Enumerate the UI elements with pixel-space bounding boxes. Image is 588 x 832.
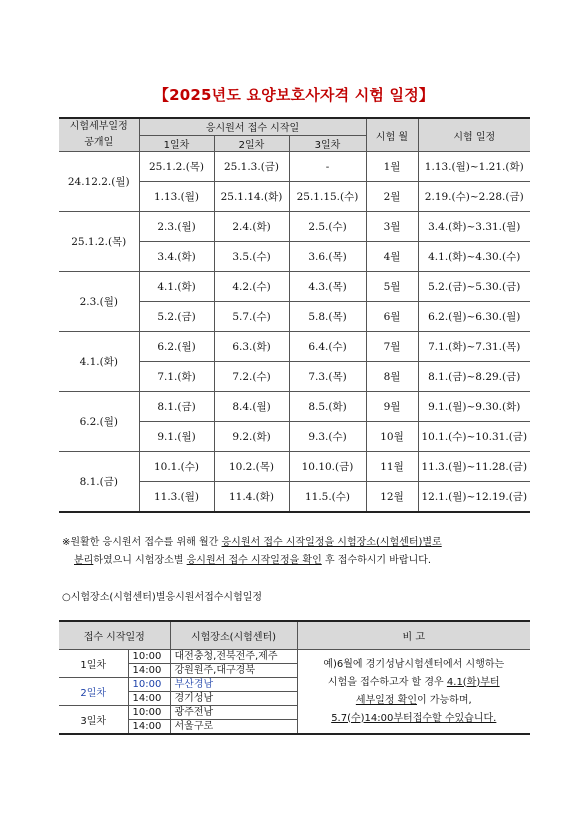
day1-date: 7.1.(화) — [139, 362, 214, 392]
notice-line-2 — [62, 552, 532, 570]
day3-date: - — [289, 152, 366, 182]
exam-period: 4.1.(화)~4.30.(수) — [418, 242, 530, 272]
start-time: 14:00 — [128, 720, 170, 735]
header-detail-publish-date — [59, 118, 139, 152]
exam-month: 4월 — [366, 242, 418, 272]
day2-date: 5.7.(수) — [214, 302, 289, 332]
exam-period: 12.1.(월)~12.19.(금) — [418, 482, 530, 512]
test-center: 부산경남 — [170, 678, 297, 692]
start-time: 14:00 — [128, 664, 170, 678]
remark-line-3-text: 이 가능하며, — [417, 694, 472, 706]
day2-date: 10.2.(목) — [214, 452, 289, 482]
day2-date: 7.2.(수) — [214, 362, 289, 392]
remark-detail-check: 세부일정 확인 — [355, 694, 417, 706]
exam-month: 7월 — [366, 332, 418, 362]
day2-date: 3.5.(수) — [214, 242, 289, 272]
exam-month: 8월 — [366, 362, 418, 392]
notice-emphasis-2: 분리 — [74, 555, 94, 566]
publish-date: 2.3.(월) — [59, 272, 139, 332]
page-title: 【2025년도 요양보호사자격 시험 일정】 — [153, 86, 435, 104]
exam-month: 10월 — [366, 422, 418, 452]
day3-date: 9.3.(수) — [289, 422, 366, 452]
publish-date: 8.1.(금) — [59, 452, 139, 512]
exam-month: 6월 — [366, 302, 418, 332]
header-application-start: 응시원서 접수 시작일 — [139, 118, 366, 135]
day2-date: 25.1.3.(금) — [214, 152, 289, 182]
header-start-day: 접수 시작일정 — [59, 621, 170, 650]
exam-period: 5.2.(금)~5.30.(금) — [418, 272, 530, 302]
start-day: 3일차 — [59, 706, 128, 735]
header-test-center: 시험장소(시험센터) — [170, 621, 297, 650]
start-time: 10:00 — [128, 706, 170, 720]
remark-date-1: 4.1(화)부터 — [446, 676, 500, 688]
table-row — [59, 152, 530, 182]
exam-period: 9.1.(월)~9.30.(화) — [418, 392, 530, 422]
table-row — [59, 650, 530, 664]
day1-date: 25.1.2.(목) — [139, 152, 214, 182]
exam-period: 6.2.(월)~6.30.(월) — [418, 302, 530, 332]
day3-date: 4.3.(목) — [289, 272, 366, 302]
header-day3: 3일차 — [289, 135, 366, 152]
test-center-table — [59, 620, 530, 735]
day3-date: 6.4.(수) — [289, 332, 366, 362]
exam-period: 11.3.(월)~11.28.(금) — [418, 452, 530, 482]
start-time: 14:00 — [128, 692, 170, 706]
centers-heading: ○시험장소(시험센터)별응시원서접수시험일정 — [62, 592, 263, 603]
start-day: 2일차 — [59, 678, 128, 706]
day1-date: 1.13.(월) — [139, 182, 214, 212]
day1-date: 8.1.(금) — [139, 392, 214, 422]
start-day: 1일차 — [59, 650, 128, 678]
publish-date: 4.1.(화) — [59, 332, 139, 392]
table-row — [59, 452, 530, 482]
day3-date: 11.5.(수) — [289, 482, 366, 512]
header-detail-publish-line: 시험세부일정 공개일 — [69, 121, 128, 148]
day2-date: 2.4.(화) — [214, 212, 289, 242]
day1-date: 3.4.(화) — [139, 242, 214, 272]
exam-month: 5월 — [366, 272, 418, 302]
header-exam-period: 시험 일정 — [418, 118, 530, 152]
notice-middle: 하였으니 시험장소별 — [93, 555, 187, 566]
day2-date: 4.2.(수) — [214, 272, 289, 302]
day3-date: 3.6.(목) — [289, 242, 366, 272]
day3-date: 5.8.(목) — [289, 302, 366, 332]
day1-date: 4.1.(화) — [139, 272, 214, 302]
notice-prefix: ※원활한 응시원서 접수를 위해 월간 — [62, 537, 222, 548]
day2-date: 6.3.(화) — [214, 332, 289, 362]
start-time: 10:00 — [128, 650, 170, 664]
exam-month: 12월 — [366, 482, 418, 512]
exam-period: 2.19.(수)~2.28.(금) — [418, 182, 530, 212]
exam-month: 11월 — [366, 452, 418, 482]
notice-emphasis-1: 응시원서 접수 시작일정을 시험장소(시험센터)별로 — [221, 537, 442, 548]
remark-line-2 — [304, 674, 525, 692]
start-time: 10:00 — [128, 678, 170, 692]
day2-date: 9.2.(화) — [214, 422, 289, 452]
publish-date: 24.12.2.(월) — [59, 152, 139, 212]
notice-suffix: 후 접수하시기 바랍니다. — [321, 555, 432, 566]
header-day2: 2일차 — [214, 135, 289, 152]
test-center: 강원원주,대구경북 — [170, 664, 297, 678]
exam-period: 1.13.(월)~1.21.(화) — [418, 152, 530, 182]
day1-date: 6.2.(월) — [139, 332, 214, 362]
publish-date: 6.2.(월) — [59, 392, 139, 452]
test-center: 대전충청,전북전주,제주 — [170, 650, 297, 664]
table-row — [59, 392, 530, 422]
exam-period: 10.1.(수)~10.31.(금) — [418, 422, 530, 452]
exam-month: 9월 — [366, 392, 418, 422]
exam-month: 1월 — [366, 152, 418, 182]
day3-date: 25.1.15.(수) — [289, 182, 366, 212]
day3-date: 8.5.(화) — [289, 392, 366, 422]
exam-period: 3.4.(화)~3.31.(월) — [418, 212, 530, 242]
remark-cell — [297, 650, 530, 735]
day2-date: 8.4.(월) — [214, 392, 289, 422]
notice-emphasis-3: 응시원서 접수 시작일정을 확인 — [186, 555, 322, 566]
exam-schedule-table — [59, 117, 530, 513]
day1-date: 2.3.(월) — [139, 212, 214, 242]
header-remark: 비 고 — [297, 621, 530, 650]
day2-date: 25.1.14.(화) — [214, 182, 289, 212]
test-center: 경기성남 — [170, 692, 297, 706]
exam-month: 3월 — [366, 212, 418, 242]
remark-line-1: 예)6월에 경기성남시험센터에서 시행하는 — [323, 658, 505, 670]
exam-period: 7.1.(화)~7.31.(목) — [418, 332, 530, 362]
day1-date: 10.1.(수) — [139, 452, 214, 482]
remark-line-2-text: 시험을 접수하고자 할 경우 — [327, 676, 447, 688]
test-center: 광주전남 — [170, 706, 297, 720]
day3-date: 7.3.(목) — [289, 362, 366, 392]
test-center: 서울구로 — [170, 720, 297, 735]
day2-date: 11.4.(화) — [214, 482, 289, 512]
remark-line-3 — [304, 692, 525, 710]
day1-date: 11.3.(월) — [139, 482, 214, 512]
exam-period: 8.1.(금)~8.29.(금) — [418, 362, 530, 392]
header-day1: 1일차 — [139, 135, 214, 152]
publish-date: 25.1.2.(목) — [59, 212, 139, 272]
table-row — [59, 272, 530, 302]
table-row — [59, 332, 530, 362]
remark-line-4 — [304, 710, 525, 728]
day3-date: 2.5.(수) — [289, 212, 366, 242]
remark-date-2: 5.7(수)14:00부터접수할 수있습니다. — [331, 712, 497, 724]
exam-month: 2월 — [366, 182, 418, 212]
day3-date: 10.10.(금) — [289, 452, 366, 482]
day1-date: 9.1.(월) — [139, 422, 214, 452]
notice-text — [62, 534, 532, 570]
day1-date: 5.2.(금) — [139, 302, 214, 332]
header-exam-month: 시험 월 — [366, 118, 418, 152]
table-row — [59, 212, 530, 242]
notice-line-1 — [62, 534, 532, 552]
